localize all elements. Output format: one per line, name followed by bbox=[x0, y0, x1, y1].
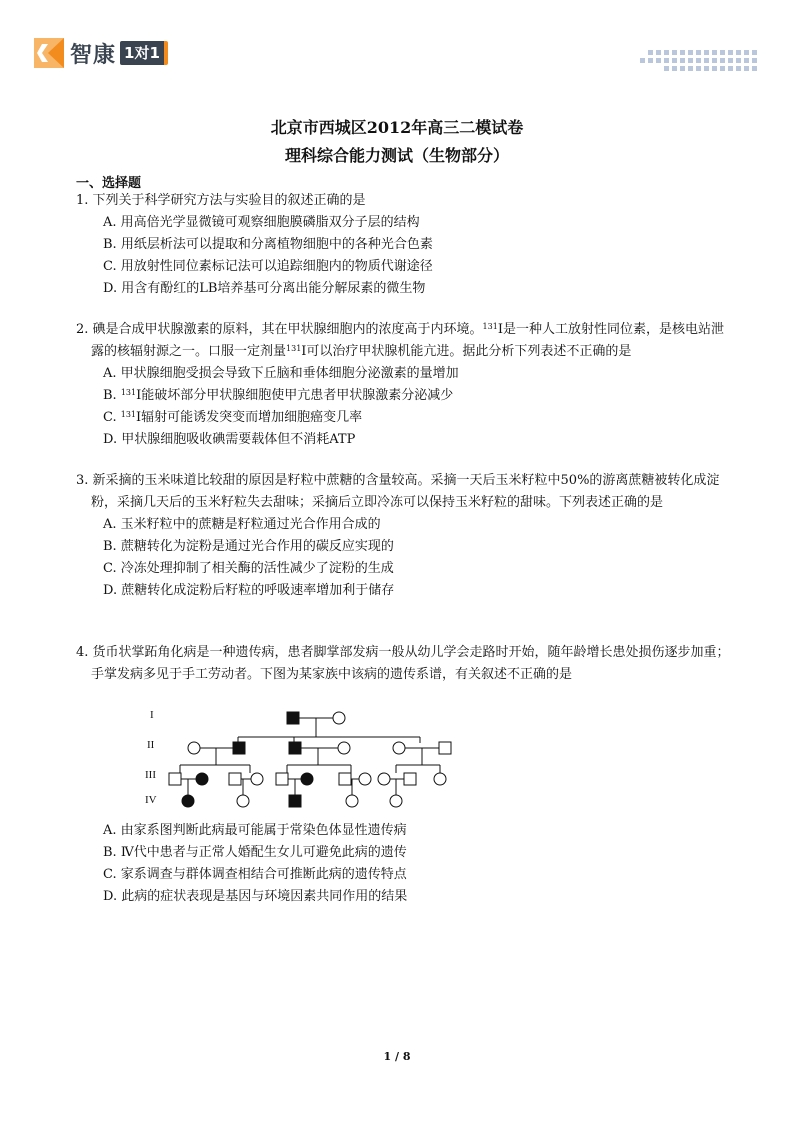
question-4-option-d: D. 此病的症状表现是基因与环境因素共同作用的结果 bbox=[103, 889, 408, 904]
logo-badge: 1对1 bbox=[120, 41, 168, 65]
question-2-stem: 2. 碘是合成甲状腺激素的原料，其在甲状腺细胞内的浓度高于内环境。$^{131}$I是一种人工放射性同位素，是核电站泄露的核辐射源之一。口服一定剂量$^{131}$I可以治疗甲状腺机能亢进。据此分析下列表述不正确的是 bbox=[76, 322, 724, 359]
generation-label-iv: IV bbox=[145, 794, 157, 806]
page-title: 北京市西城区2012年高三二模试卷 bbox=[270, 118, 524, 137]
question-2-option-a: A. 甲状腺细胞受损会导致下丘脑和垂体细胞分泌激素的量增加 bbox=[103, 366, 459, 381]
question-2-option-d: D. 甲状腺细胞吸收碘需要载体但不消耗ATP bbox=[103, 432, 356, 447]
question-4-option-a: A. 由家系图判断此病最可能属于常染色体显性遗传病 bbox=[103, 823, 407, 838]
question-1 bbox=[76, 190, 736, 300]
question-2-option-c: C. $^{131}$I辐射可能诱发突变而增加细胞癌变几率 bbox=[103, 410, 363, 425]
generation-label-ii: II bbox=[147, 739, 155, 751]
logo-mark-icon bbox=[34, 38, 64, 68]
page-subtitle: 理科综合能力测试（生物部分） bbox=[284, 146, 509, 165]
question-3-stem: 3. 新采摘的玉米味道比较甜的原因是籽粒中蔗糖的含量较高。采摘一天后玉米籽粒中50%的游离蔗糖被转化成淀粉，采摘几天后的玉米籽粒失去甜味；采摘后立即冷冻可以保持玉米籽粒的甜味。下列表述正确的是 bbox=[76, 473, 720, 510]
question-1-option-d: D. 用含有酚红的LB培养基可分离出能分解尿素的微生物 bbox=[103, 281, 426, 296]
question-3-option-b: B. 蔗糖转化为淀粉是通过光合作用的碳反应实现的 bbox=[103, 539, 394, 554]
question-1-stem: 1. 下列关于科学研究方法与实验目的叙述正确的是 bbox=[76, 193, 366, 208]
logo-text: 智康 bbox=[70, 42, 117, 68]
section-heading: 一、选择题 bbox=[76, 176, 142, 191]
question-3 bbox=[76, 470, 736, 602]
question-1-option-a: A. 用高倍光学显微镜可观察细胞膜磷脂双分子层的结构 bbox=[103, 215, 420, 230]
question-2 bbox=[76, 319, 736, 451]
question-4-stem: 4. 货币状掌跖角化病是一种遗传病，患者脚掌部发病一般从幼儿学会走路时开始，随年龄增长患处损伤逐步加重；手掌发病多见于手工劳动者。下图为某家族中该病的遗传系谱，有关叙述不正确的是 bbox=[76, 645, 730, 682]
generation-label-i: I bbox=[150, 709, 154, 721]
question-1-option-c: C. 用放射性同位素标记法可以追踪细胞内的物质代谢途径 bbox=[103, 259, 433, 274]
question-1-option-b: B. 用纸层析法可以提取和分离植物细胞中的各种光合色素 bbox=[103, 237, 433, 252]
question-4-options bbox=[76, 820, 736, 908]
pedigree-diagram bbox=[140, 700, 470, 812]
logo bbox=[34, 36, 168, 70]
decorative-dot-grid bbox=[638, 50, 758, 76]
question-2-option-b: B. $^{131}$I能破坏部分甲状腺细胞使甲亢患者甲状腺激素分泌减少 bbox=[103, 388, 454, 403]
question-4 bbox=[76, 642, 736, 686]
question-4-option-c: C. 家系调查与群体调查相结合可推断此病的遗传特点 bbox=[103, 867, 407, 882]
question-3-option-a: A. 玉米籽粒中的蔗糖是籽粒通过光合作用合成的 bbox=[103, 517, 381, 532]
page-number: 1 / 8 bbox=[383, 1050, 411, 1063]
question-4-option-b: B. Ⅳ代中患者与正常人婚配生女儿可避免此病的遗传 bbox=[103, 845, 407, 860]
generation-label-iii: III bbox=[145, 769, 156, 781]
question-3-option-c: C. 冷冻处理抑制了相关酶的活性减少了淀粉的生成 bbox=[103, 561, 394, 576]
question-3-option-d: D. 蔗糖转化成淀粉后籽粒的呼吸速率增加利于储存 bbox=[103, 583, 395, 598]
